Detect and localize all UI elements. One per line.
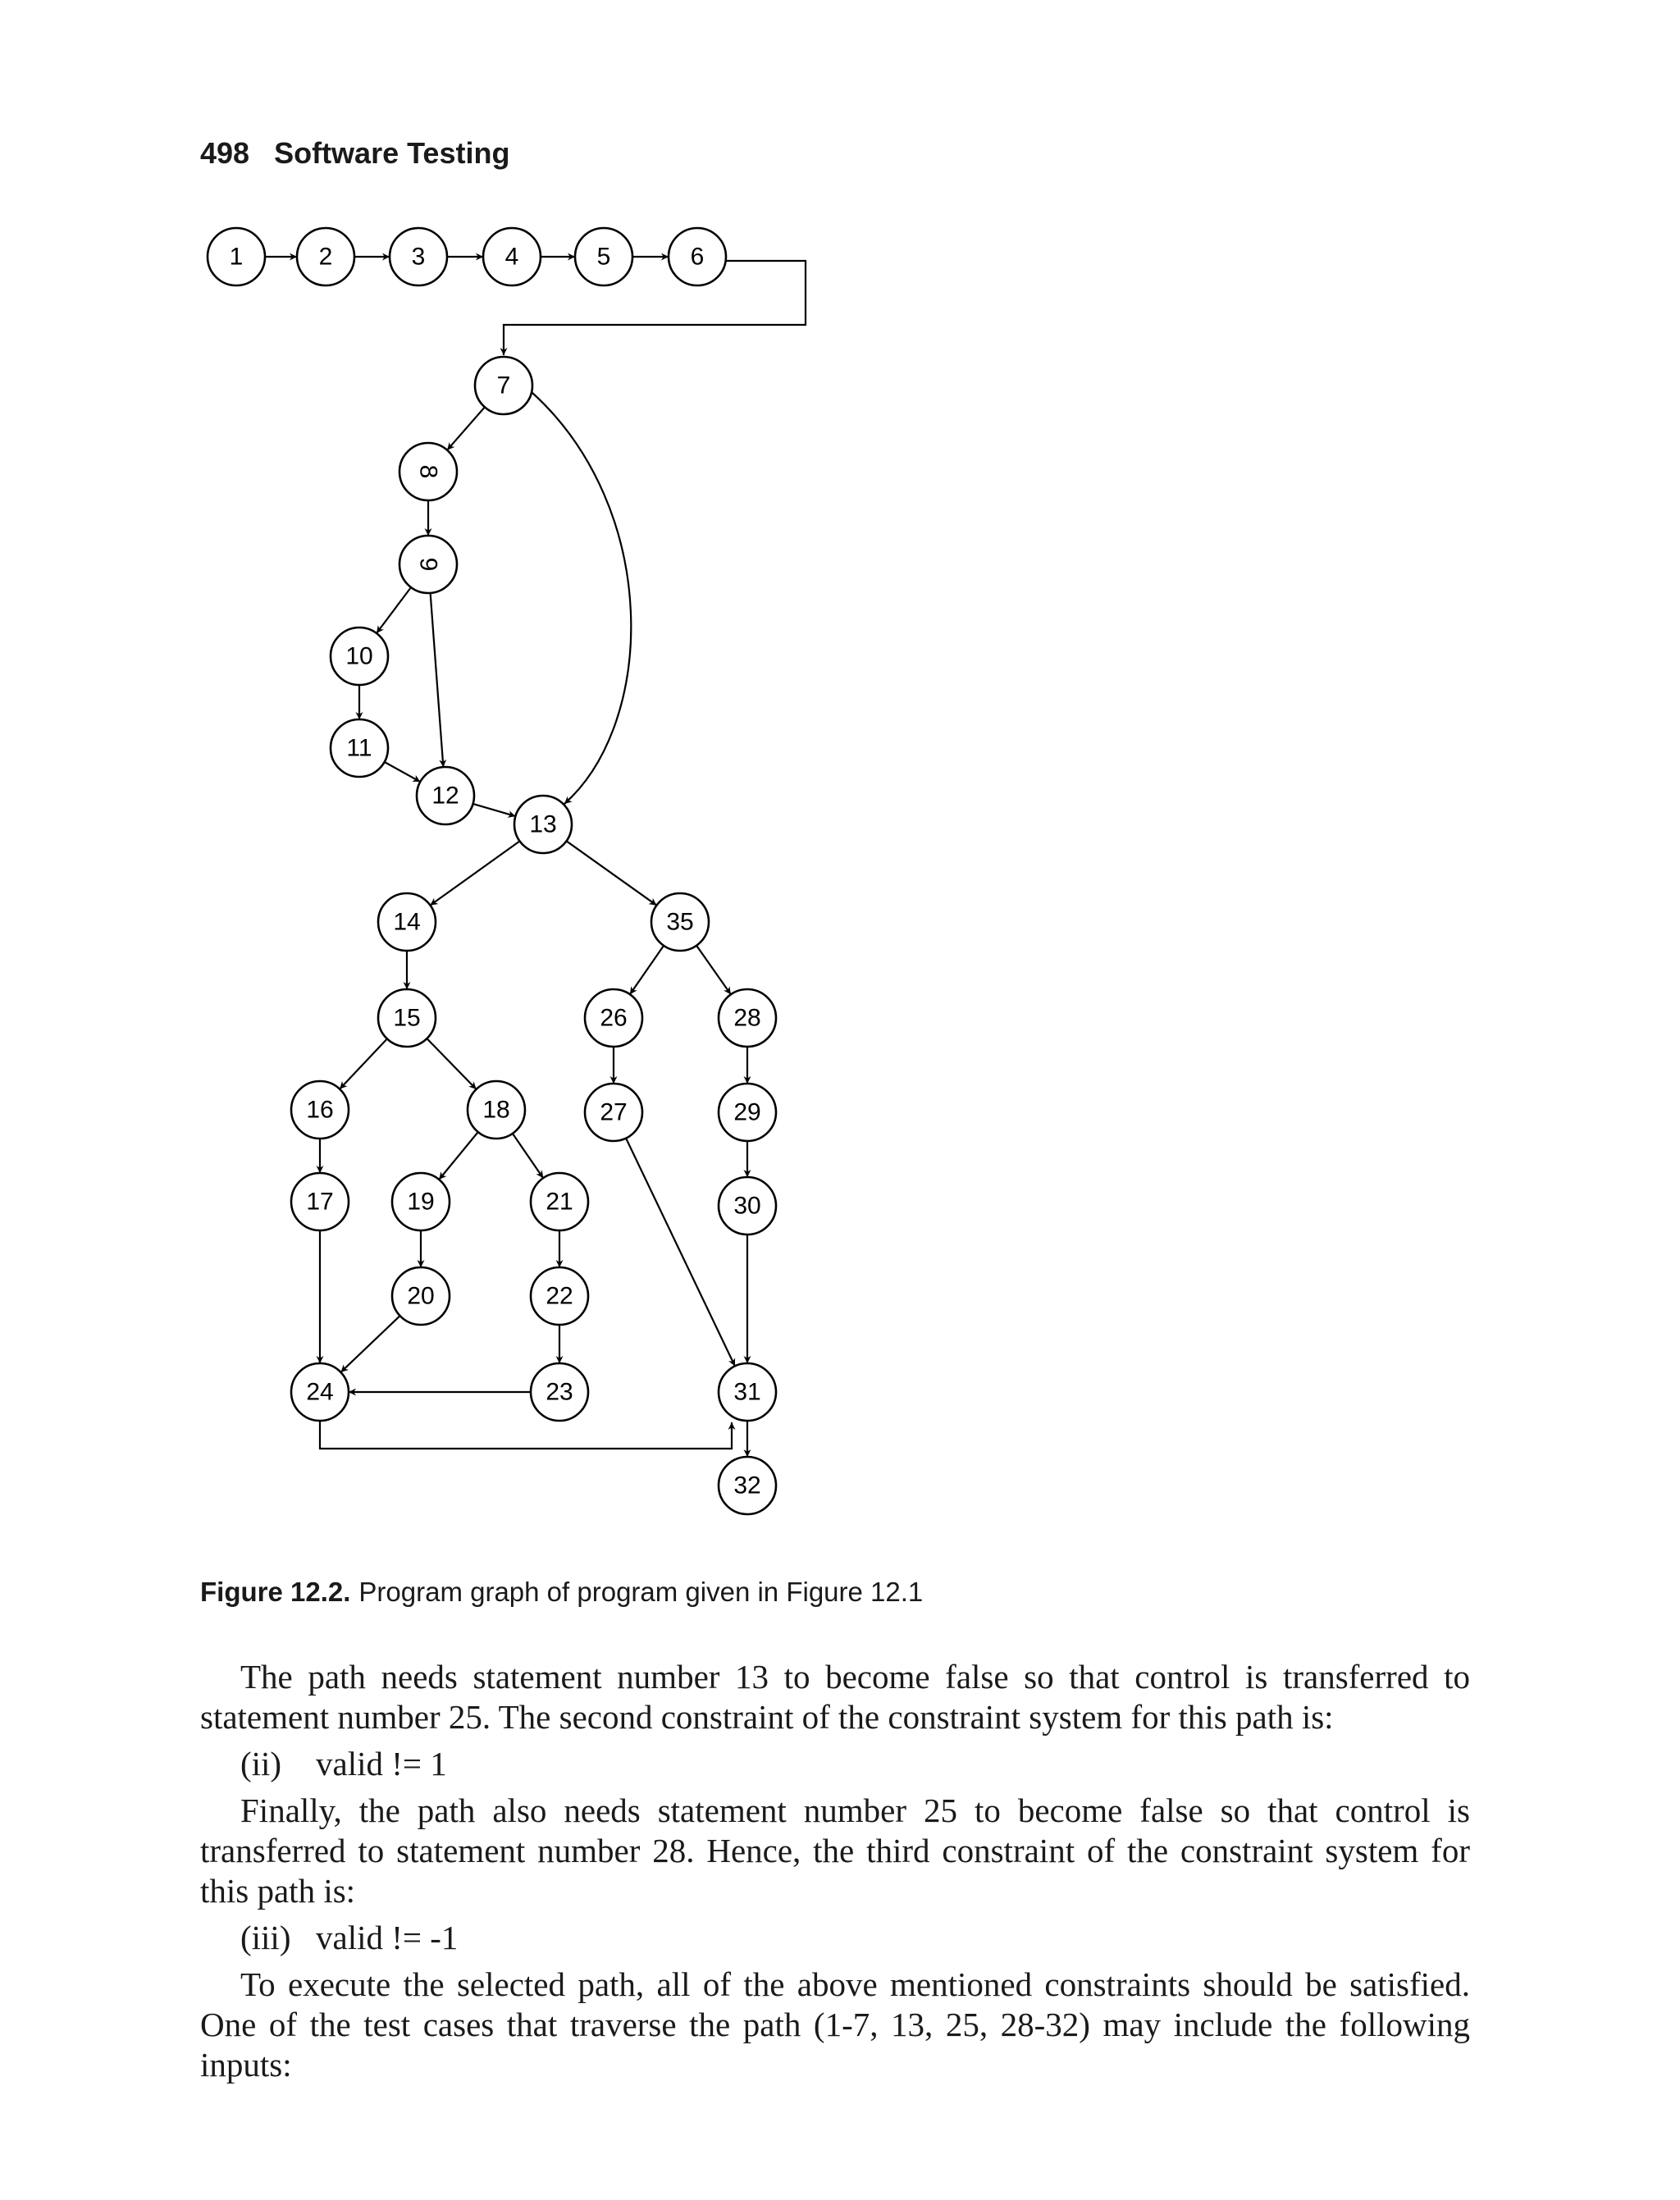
book-title: Software Testing bbox=[274, 136, 510, 170]
edge-18-21 bbox=[513, 1134, 543, 1178]
node-20 bbox=[392, 1267, 450, 1325]
node-label: 11 bbox=[346, 734, 372, 762]
node-label: 13 bbox=[529, 810, 557, 838]
node-28 bbox=[719, 989, 776, 1047]
edge-15-16 bbox=[340, 1038, 387, 1089]
constraint-iii bbox=[200, 1918, 1470, 1958]
node-22 bbox=[531, 1267, 588, 1325]
node-label: 7 bbox=[496, 372, 511, 399]
edge-35-26 bbox=[630, 946, 664, 994]
constraint-ii bbox=[200, 1744, 1470, 1784]
paragraph-2: Finally, the path also needs statement number 25 to become false so that control is transferred to statement number 28. Hence, the third constraint of the constraint system for this path is: bbox=[200, 1791, 1470, 1910]
node-label: 28 bbox=[733, 1004, 761, 1032]
node-label: 12 bbox=[431, 782, 459, 810]
edge-20-24 bbox=[340, 1316, 399, 1372]
constraint-ii-expr: valid != 1 bbox=[316, 1745, 447, 1782]
node-10 bbox=[331, 628, 388, 685]
node-label: 32 bbox=[733, 1472, 761, 1499]
node-8 bbox=[399, 443, 457, 500]
node-27 bbox=[585, 1084, 642, 1141]
node-label: 21 bbox=[546, 1188, 573, 1216]
node-label: 3 bbox=[411, 243, 426, 271]
node-35 bbox=[651, 893, 709, 951]
node-21 bbox=[531, 1173, 588, 1230]
constraint-iii-number: (iii) bbox=[240, 1919, 291, 1956]
node-18 bbox=[468, 1081, 525, 1139]
constraint-ii-number: (ii) bbox=[240, 1745, 282, 1782]
paragraph-3: To execute the selected path, all of the above mentioned constraints should be satisfied. One of the test cases that traverse the path (1-7, 13, 25, 28-32) may include the following inputs: bbox=[200, 1965, 1470, 2084]
node-13 bbox=[514, 796, 572, 853]
node-label: 31 bbox=[733, 1378, 761, 1406]
node-32 bbox=[719, 1457, 776, 1514]
edge-35-28 bbox=[696, 946, 731, 995]
node-label: 4 bbox=[504, 243, 519, 271]
page-number: 498 bbox=[200, 136, 250, 170]
edge-27-31 bbox=[626, 1139, 735, 1367]
edge-9-10 bbox=[377, 587, 411, 633]
node-31 bbox=[719, 1363, 776, 1421]
node-label: 19 bbox=[407, 1188, 435, 1216]
figure-caption bbox=[200, 1577, 923, 1608]
node-16 bbox=[291, 1081, 349, 1139]
node-label: 20 bbox=[407, 1282, 435, 1310]
node-23 bbox=[531, 1363, 588, 1421]
edge-15-18 bbox=[427, 1038, 476, 1089]
node-26 bbox=[585, 989, 642, 1047]
figure-caption-text: Program graph of program given in Figure 12.1 bbox=[358, 1577, 924, 1607]
node-label: 27 bbox=[600, 1098, 628, 1126]
node-11 bbox=[331, 719, 388, 777]
node-9 bbox=[399, 536, 457, 593]
node-15 bbox=[378, 989, 436, 1047]
node-label: 24 bbox=[306, 1378, 334, 1406]
node-label: 9 bbox=[414, 557, 442, 572]
node-label: 6 bbox=[690, 243, 705, 271]
edge-24-31 bbox=[320, 1421, 732, 1449]
node-5 bbox=[575, 228, 632, 285]
node-label: 22 bbox=[546, 1282, 573, 1310]
node-14 bbox=[378, 893, 436, 951]
node-19 bbox=[392, 1173, 450, 1230]
node-29 bbox=[719, 1084, 776, 1141]
node-label: 30 bbox=[733, 1192, 761, 1220]
node-label: 5 bbox=[596, 243, 611, 271]
node-label: 1 bbox=[229, 243, 244, 271]
edge-13-35 bbox=[567, 841, 657, 905]
node-label: 16 bbox=[306, 1096, 334, 1124]
edge-6-7 bbox=[504, 261, 806, 355]
constraint-iii-expr: valid != -1 bbox=[316, 1919, 459, 1956]
node-30 bbox=[719, 1177, 776, 1235]
edge-7-13 bbox=[532, 392, 631, 804]
figure-caption-label: Figure 12.2. bbox=[200, 1577, 351, 1607]
node-label: 18 bbox=[482, 1096, 510, 1124]
node-6 bbox=[669, 228, 726, 285]
edge-18-19 bbox=[439, 1132, 478, 1180]
node-24 bbox=[291, 1363, 349, 1421]
node-label: 15 bbox=[393, 1004, 421, 1032]
node-label: 23 bbox=[546, 1378, 573, 1406]
node-label: 29 bbox=[733, 1098, 761, 1126]
node-17 bbox=[291, 1173, 349, 1230]
paragraph-1: The path needs statement number 13 to become false so that control is transferred to statement number 25. The second constraint of the constraint system for this path is: bbox=[200, 1658, 1470, 1736]
edge-11-12 bbox=[385, 762, 421, 782]
node-4 bbox=[483, 228, 541, 285]
node-label: 17 bbox=[306, 1188, 334, 1216]
node-label: 35 bbox=[666, 908, 694, 936]
node-2 bbox=[297, 228, 354, 285]
node-label: 14 bbox=[393, 908, 421, 936]
node-12 bbox=[417, 767, 474, 824]
node-label: 8 bbox=[414, 464, 442, 479]
edge-9-12 bbox=[431, 593, 444, 767]
node-3 bbox=[390, 228, 447, 285]
node-7 bbox=[475, 357, 532, 414]
node-label: 2 bbox=[318, 243, 333, 271]
node-1 bbox=[208, 228, 265, 285]
node-label: 26 bbox=[600, 1004, 628, 1032]
edge-12-13 bbox=[473, 804, 516, 816]
node-label: 10 bbox=[345, 642, 373, 670]
body-text bbox=[200, 1657, 1470, 2085]
edge-13-14 bbox=[430, 841, 519, 905]
edge-7-8 bbox=[447, 407, 485, 450]
